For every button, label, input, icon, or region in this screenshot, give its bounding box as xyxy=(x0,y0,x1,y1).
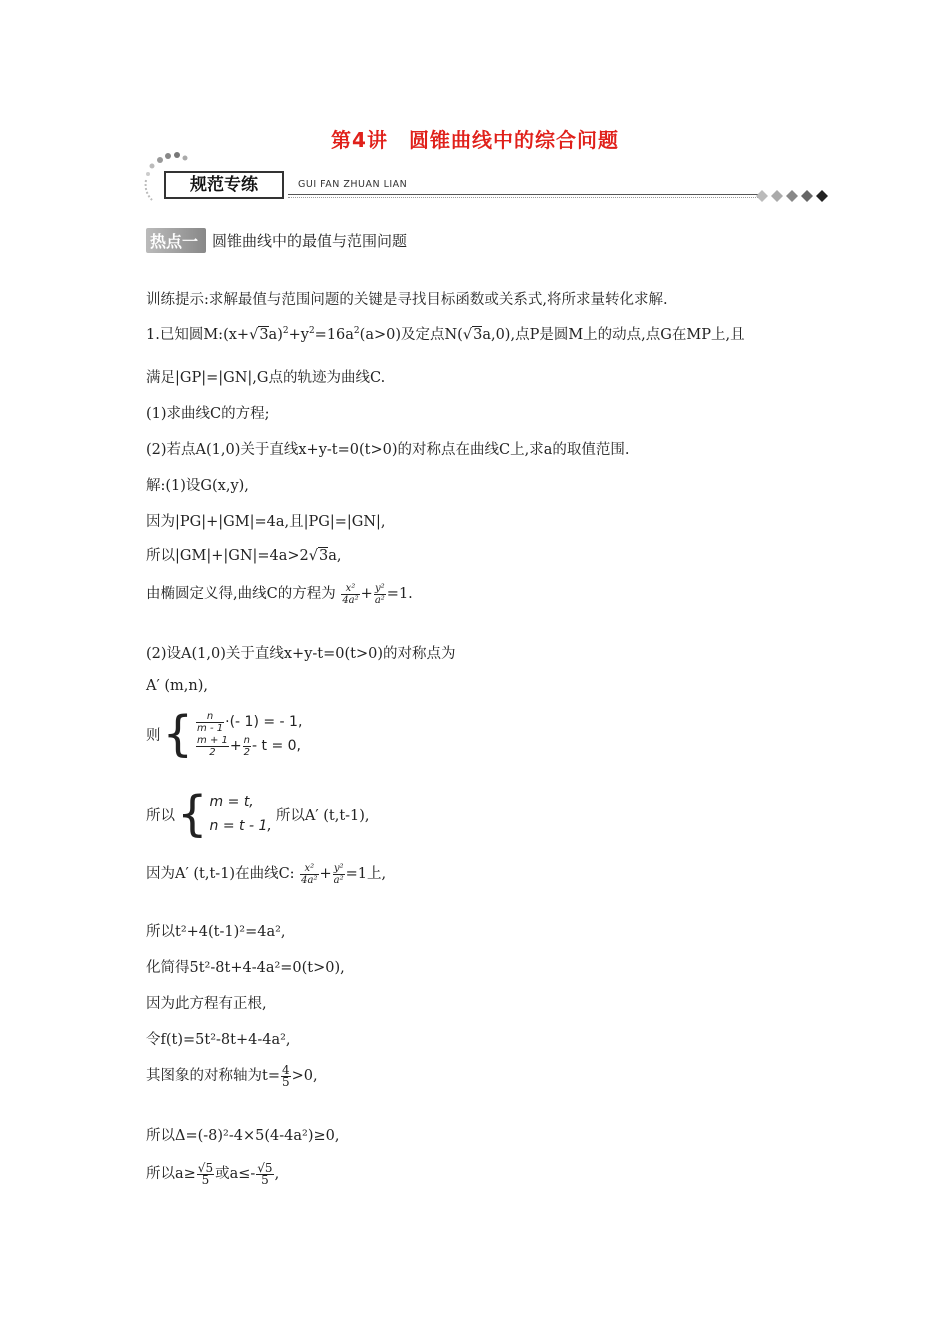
section-title: 圆锥曲线中的最值与范围问题 xyxy=(212,232,408,250)
divider xyxy=(288,194,758,195)
equation-system: 则 { $\frac{n}{m - 1}$ ·(- 1) = - 1, $\frac{m + 1}{2}$ + $\frac{n}{2}$ - t = 0, xyxy=(146,706,303,762)
solution-line: 所以t²+4(t-1)²=4a², xyxy=(146,924,286,940)
equation-system: 所以 { m = t, n = t - 1, 所以A′ (t,t-1), xyxy=(146,786,370,842)
solution-line: 化简得5t²-8t+4-4a²=0(t>0), xyxy=(146,960,345,976)
solution-line: 令f(t)=5t²-8t+4-4a², xyxy=(146,1032,291,1048)
problem-line: 1.已知圆$M:(x+√3a)^2+y^2=16a^2(a>0)$及定点N(√3a,0),点P是圆M上的动点,点G在MP上,且 xyxy=(146,326,745,343)
solution-line: 其图象的对称轴为t= $\frac{4}{5}$ >0, xyxy=(146,1062,318,1089)
solution-line: 所以Δ=(-8)²-4×5(4-4a²)≥0, xyxy=(146,1128,340,1144)
solution-line: 因为A′ (t,t-1)在曲线C: $\frac{\text{x²}}{\text{4a²}}$ + $\frac{\text{y²}}{\text{a²}}$ =1上, xyxy=(146,862,387,886)
solution-line: 由椭圆定义得,曲线C的方程为 $\frac{\text{x²}}{\text{4a²}}$ + $\frac{\text{y²}}{\text{a²}}$ =1. xyxy=(146,582,413,606)
solution-line: 所以a≥ $\frac{√5}{5}$ 或a≤- $\frac{√5}{5}$ , xyxy=(146,1160,280,1187)
section-banner xyxy=(140,150,830,206)
solution-line: A′ (m,n), xyxy=(146,678,208,694)
banner-label: 规范专练 xyxy=(164,171,284,199)
page-title: 第4讲 圆锥曲线中的综合问题 xyxy=(331,128,619,152)
divider xyxy=(288,197,758,198)
solution-line: 因为此方程有正根, xyxy=(146,996,267,1012)
solution-line: (2)设A(1,0)关于直线x+y-t=0(t>0)的对称点为 xyxy=(146,646,456,662)
solution-line: 因为|PG|+|GM|=4a,且|PG|=|GN|, xyxy=(146,514,386,530)
problem-line: 满足|GP|=|GN|,G点的轨迹为曲线C. xyxy=(146,370,386,386)
solution-line: 所以|GM|+|GN|=4a>2√3a, xyxy=(146,548,342,564)
diamonds-icon xyxy=(756,190,830,202)
section-heading xyxy=(146,228,407,253)
question-1: (1)求曲线C的方程; xyxy=(146,406,270,422)
banner-subtitle: GUI FAN ZHUAN LIAN xyxy=(298,179,408,190)
hint-text: 训练提示:求解最值与范围问题的关键是寻找目标函数或关系式,将所求量转化求解. xyxy=(146,292,668,308)
solution-line: 解:(1)设G(x,y), xyxy=(146,478,249,494)
section-badge: 热点一 xyxy=(146,228,206,253)
question-2: (2)若点A(1,0)关于直线x+y-t=0(t>0)的对称点在曲线C上,求a的取值范围. xyxy=(146,442,630,458)
